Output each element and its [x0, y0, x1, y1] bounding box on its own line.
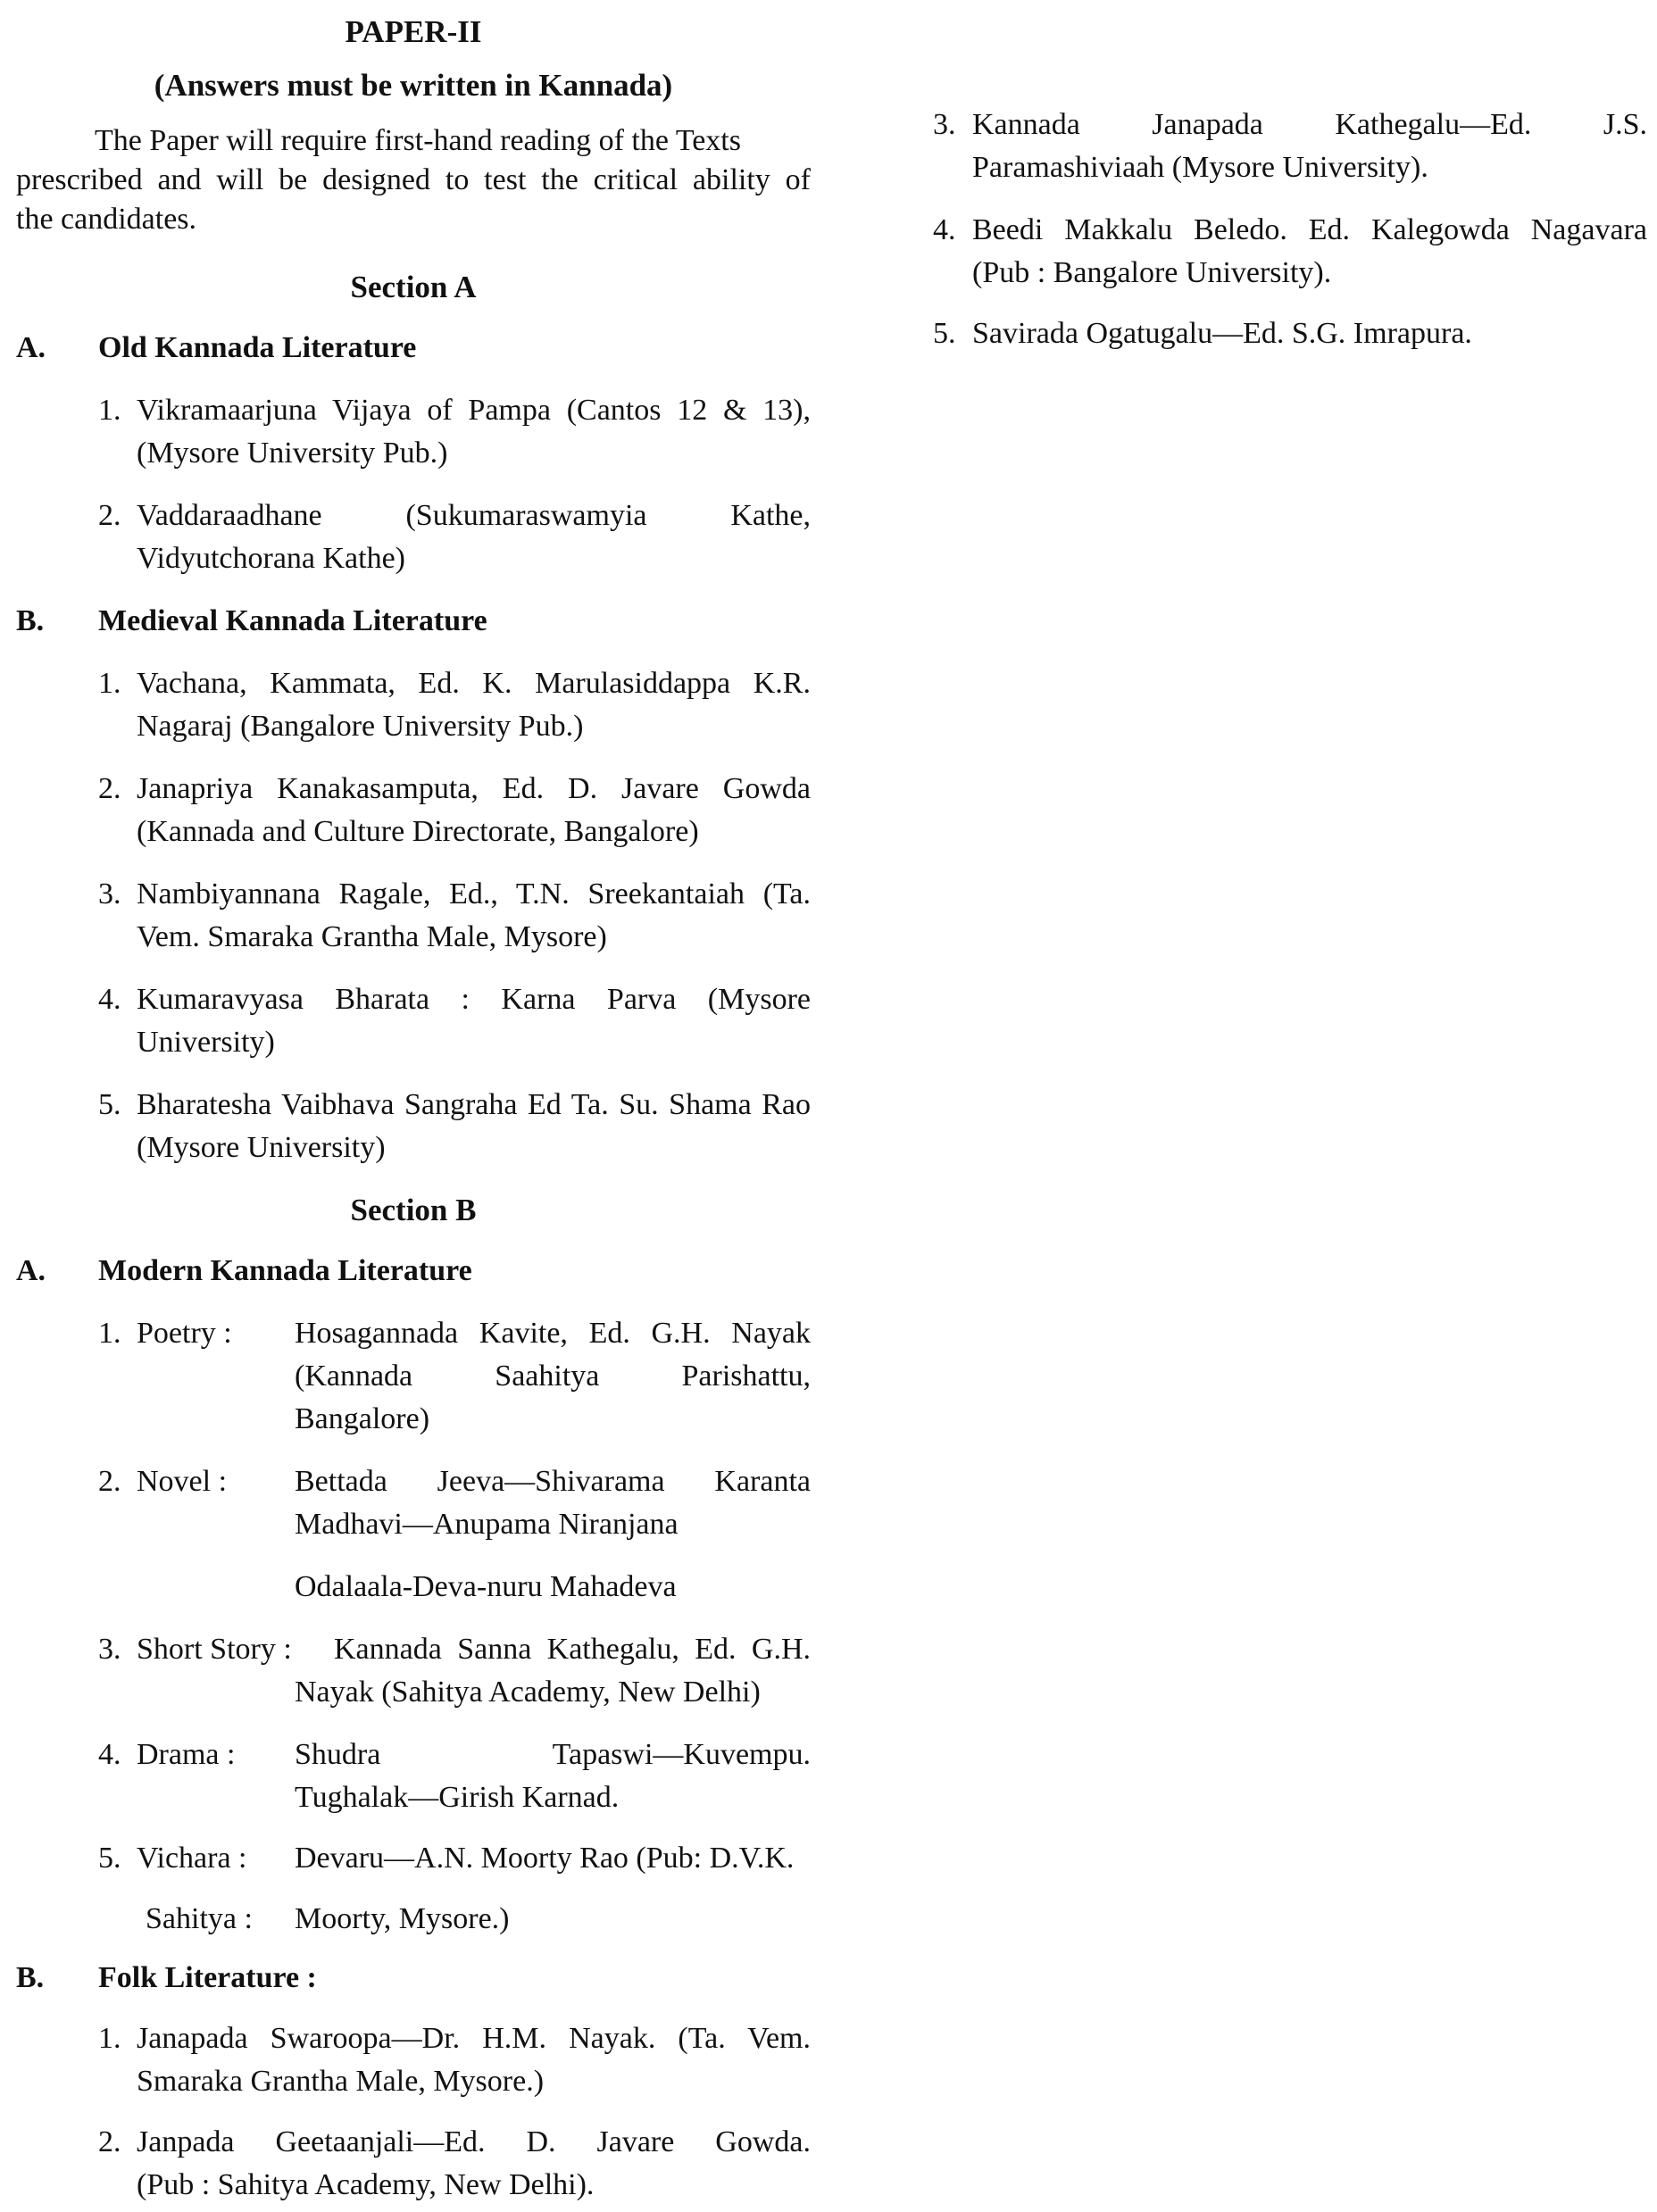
list-item: Nambiyannana Ragale, Ed., T.N. Sreekantaiah (Ta.	[137, 877, 811, 911]
intro-line-3: the candidates.	[16, 203, 197, 236]
item-number: 1.	[98, 1317, 121, 1350]
paper-subtitle: (Answers must be written in Kannada)	[154, 68, 673, 103]
section-b-heading: Section B	[350, 1193, 477, 1227]
item-number: 4.	[98, 1738, 121, 1771]
list-item: Vaddaraadhane (Sukumaraswamyia Kathe,	[137, 499, 811, 532]
list-item: University)	[137, 1026, 275, 1059]
list-item: (Mysore University)	[137, 1131, 386, 1164]
item-number: 4.	[98, 983, 121, 1016]
list-item: Janapriya Kanakasamputa, Ed. D. Javare Gowda	[137, 772, 811, 805]
list-item: Bharatesha Vaibhava Sangraha Ed Ta. Su. Shama Rao	[137, 1088, 811, 1121]
list-item: Kannada Janapada Kathegalu—Ed. J.S.	[972, 108, 1647, 141]
item-number: 5.	[933, 317, 956, 350]
paper-title: PAPER-II	[345, 14, 482, 49]
part-letter: B.	[16, 1961, 45, 1994]
part-title-old-kannada: Old Kannada Literature	[98, 331, 417, 364]
item-label: Sahitya :	[146, 1902, 253, 1935]
list-item: (Pub : Sahitya Academy, New Delhi).	[137, 2168, 595, 2201]
list-item: Moorty, Mysore.)	[295, 1902, 510, 1935]
item-number: 2.	[98, 1465, 121, 1498]
part-title-modern-kannada: Modern Kannada Literature	[98, 1254, 472, 1287]
list-item: Kumaravyasa Bharata : Karna Parva (Mysore	[137, 983, 811, 1016]
list-item: Savirada Ogatugalu—Ed. S.G. Imrapura.	[972, 317, 1472, 350]
list-item: Kannada Sanna Kathegalu, Ed. G.H.	[334, 1633, 811, 1666]
list-item: (Mysore University Pub.)	[137, 437, 448, 470]
list-item: Shudra Tapaswi—Kuvempu.	[295, 1738, 811, 1771]
item-label: Drama :	[137, 1738, 236, 1771]
list-item: Paramashiviaah (Mysore University).	[972, 151, 1428, 184]
list-item: Tughalak—Girish Karnad.	[295, 1781, 620, 1814]
item-number: 3.	[98, 1633, 121, 1666]
intro-line-2: prescribed and will be designed to test the critical ability of	[16, 163, 811, 196]
list-item: (Pub : Bangalore University).	[972, 256, 1332, 289]
item-number: 1.	[98, 667, 121, 700]
list-item: (Kannada and Culture Directorate, Bangalore)	[137, 815, 699, 848]
list-item: Bettada Jeeva—Shivarama Karanta	[295, 1465, 811, 1498]
list-item: Hosagannada Kavite, Ed. G.H. Nayak	[295, 1317, 811, 1350]
intro-line-1: The Paper will require first-hand reading of the Texts	[95, 124, 741, 157]
list-item: Devaru—A.N. Moorty Rao (Pub: D.V.K.	[295, 1842, 795, 1875]
part-title-folk-literature: Folk Literature :	[98, 1961, 317, 1994]
list-item: Vikramaarjuna Vijaya of Pampa (Cantos 12 & 13),	[137, 394, 811, 427]
list-item: Janapada Swaroopa—Dr. H.M. Nayak. (Ta. Vem.	[137, 2022, 811, 2055]
item-number: 1.	[98, 2022, 121, 2055]
list-item: Vachana, Kammata, Ed. K. Marulasiddappa K.R.	[137, 667, 811, 700]
list-item: Vidyutchorana Kathe)	[137, 542, 406, 575]
item-number: 2.	[98, 499, 121, 532]
item-number: 5.	[98, 1842, 121, 1875]
list-item: Smaraka Grantha Male, Mysore.)	[137, 2065, 545, 2098]
list-item: Janpada Geetaanjali—Ed. D. Javare Gowda.	[137, 2125, 811, 2158]
item-number: 1.	[98, 394, 121, 427]
item-label: Short Story :	[137, 1633, 292, 1666]
list-item: Odalaala-Deva-nuru Mahadeva	[295, 1570, 677, 1603]
part-letter: A.	[16, 331, 46, 364]
list-item: Nagaraj (Bangalore University Pub.)	[137, 710, 584, 743]
part-title-medieval-kannada: Medieval Kannada Literature	[98, 604, 487, 637]
part-letter: B.	[16, 604, 45, 637]
section-a-heading: Section A	[350, 270, 477, 304]
list-item: Madhavi—Anupama Niranjana	[295, 1508, 679, 1541]
item-number: 2.	[98, 772, 121, 805]
item-number: 2.	[98, 2125, 121, 2158]
item-number: 4.	[933, 213, 956, 246]
item-label: Poetry :	[137, 1317, 232, 1350]
list-item: Vem. Smaraka Grantha Male, Mysore)	[137, 920, 607, 953]
item-number: 3.	[933, 108, 956, 141]
list-item: (Kannada Saahitya Parishattu,	[295, 1360, 811, 1393]
list-item: Beedi Makkalu Beledo. Ed. Kalegowda Nagavara	[972, 213, 1647, 246]
item-label: Novel :	[137, 1465, 228, 1498]
item-number: 5.	[98, 1088, 121, 1121]
list-item: Bangalore)	[295, 1402, 430, 1435]
list-item: Nayak (Sahitya Academy, New Delhi)	[295, 1676, 761, 1709]
part-letter: A.	[16, 1254, 46, 1287]
item-label: Vichara :	[137, 1842, 247, 1875]
item-number: 3.	[98, 877, 121, 911]
